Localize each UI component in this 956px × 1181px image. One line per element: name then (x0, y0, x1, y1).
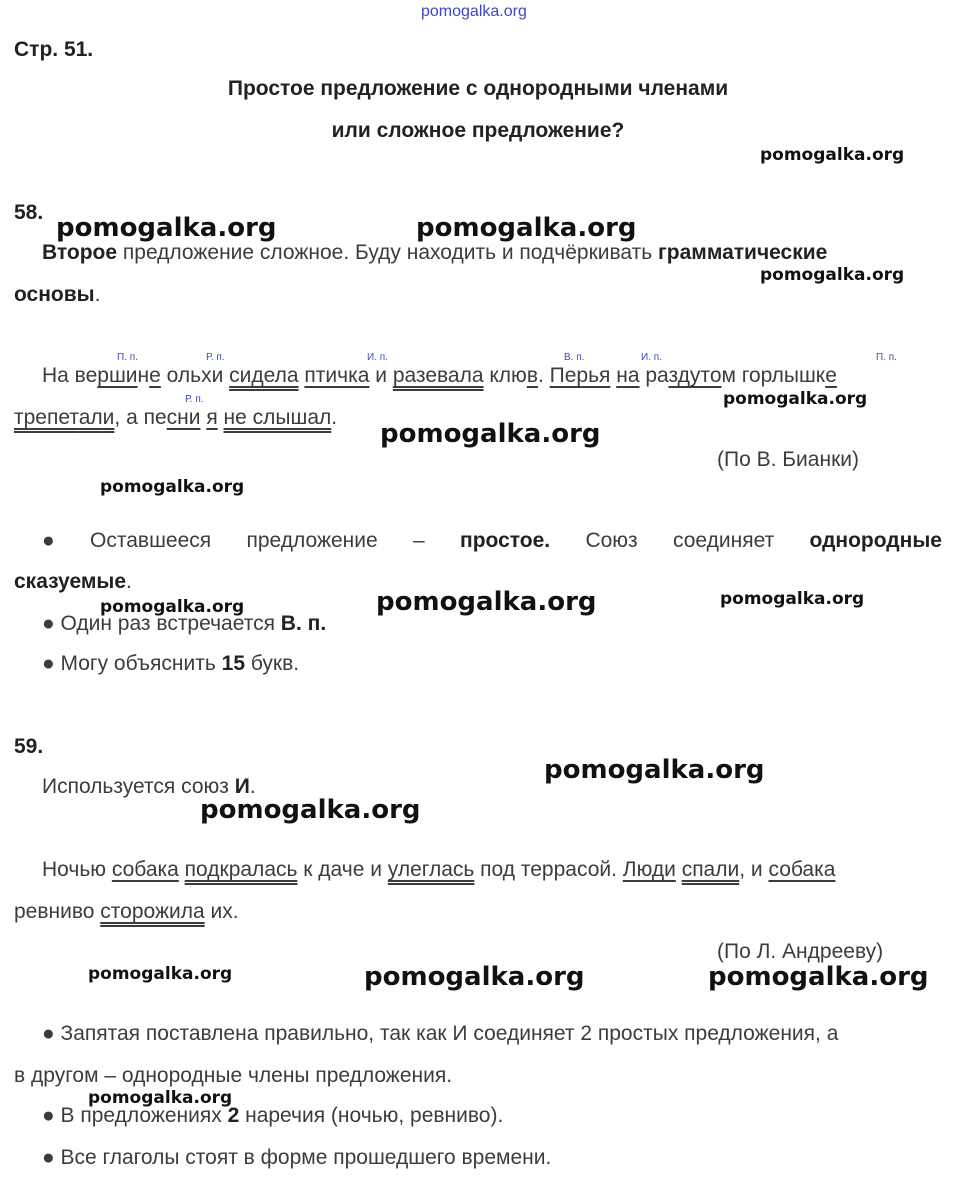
watermark: pomogalka.org (760, 265, 905, 285)
top-watermark: pomogalka.org (421, 3, 527, 20)
case-mark: В. п. (564, 352, 585, 363)
predicate: и (102, 406, 115, 429)
text: ● В предложениях (42, 1104, 228, 1127)
underlined-ending: е (825, 364, 837, 387)
subject: птичка (304, 364, 370, 387)
case-mark: П. п. (117, 352, 138, 363)
watermark: pomogalka.org (100, 477, 245, 497)
predicate: ал (78, 406, 103, 429)
predicate: разевала (392, 364, 484, 387)
predicate: не слыша (223, 406, 320, 429)
word-bold: сказуемые (14, 570, 126, 593)
word-bold: В. п. (280, 612, 327, 635)
watermark: pomogalka.org (364, 962, 585, 992)
text: ольхи (160, 364, 230, 387)
watermark: pomogalka.org (200, 795, 421, 825)
intro-bold-word: Второе (42, 241, 118, 264)
word-bold: И (234, 775, 250, 798)
ex58-sentence-line-2 (14, 406, 337, 430)
predicate: сидела (229, 364, 299, 387)
case-mark: П. п. (876, 352, 897, 363)
word: Оставшееся (90, 529, 212, 552)
text: к даче и (297, 858, 388, 881)
watermark: pomogalka.org (416, 213, 637, 243)
text: . (331, 406, 338, 429)
underlined-part: здут (668, 364, 710, 387)
ex58-bullet-1-line-1 (42, 530, 942, 551)
word-bold: 15 (221, 652, 246, 675)
ex59-sentence-line-1 (42, 858, 835, 882)
text: ● Могу объяснить (42, 652, 222, 675)
intro-end: . (94, 283, 101, 306)
predicate: сторожила (100, 900, 205, 923)
text: , и (739, 858, 769, 881)
case-mark: И. п. (367, 352, 388, 363)
subject: я (206, 406, 218, 429)
predicate: подкралась (184, 858, 298, 881)
predicate: тре (14, 406, 47, 429)
ex59-bullet-1-line-2: в другом – однородные члены предложения. (14, 1064, 453, 1087)
text: под террасой. (474, 858, 623, 881)
text: ● Один раз встречается (42, 612, 281, 635)
word: Союз (585, 529, 638, 552)
page-reference: Стр. 51. (14, 38, 94, 61)
underlined-part: на (616, 364, 640, 387)
subject: собака (111, 858, 179, 881)
text: букв. (245, 652, 300, 675)
case-mark: Р. п. (206, 352, 225, 363)
subject: собака (768, 858, 836, 881)
case-mark: И. п. (641, 352, 662, 363)
text: ревниво (14, 900, 101, 923)
underlined-ending: е (149, 364, 161, 387)
text: и (369, 364, 393, 387)
intro-text: предложение сложное. Буду находить и подчёркивать (117, 241, 659, 264)
word: – (413, 529, 425, 552)
title-line-2: или сложное предложение? (331, 119, 625, 142)
ex59-sentence-line-2 (14, 900, 239, 924)
ex59-bullet-1-line-1: ● Запятая поставлена правильно, так как И соединяет 2 простых предложения, а (42, 1022, 839, 1045)
watermark: pomogalka.org (88, 964, 233, 984)
exercise-58-intro-line-2 (14, 284, 100, 305)
ex58-bullet-1-line-2 (14, 571, 132, 592)
ex59-source: (По Л. Андрееву) (717, 940, 884, 963)
watermark: pomogalka.org (380, 419, 601, 449)
intro-bold-word-3: основы (14, 283, 95, 306)
ex58-source: (По В. Бианки) (717, 448, 859, 471)
ex58-sentence-line-1 (42, 364, 837, 388)
text: клю (483, 364, 527, 387)
ex59-line-1 (42, 776, 256, 797)
subject: Люди (622, 858, 676, 881)
watermark: pomogalka.org (56, 213, 277, 243)
watermark: pomogalka.org (100, 597, 245, 617)
ex58-bullet-3 (42, 653, 299, 674)
intro-bold-word-2: грамматические (658, 241, 828, 264)
watermark: pomogalka.org (376, 587, 597, 617)
word-bold: однородные (809, 529, 942, 552)
ex59-bullet-3: ● Все глаголы стоят в форме прошедшего времени. (42, 1146, 552, 1169)
text: ра (639, 364, 669, 387)
watermark: pomogalka.org (720, 589, 865, 609)
underlined-part: рши (97, 364, 138, 387)
text: , а пе (114, 406, 167, 429)
case-mark: Р. п. (185, 394, 204, 405)
ex59-bullet-2 (42, 1105, 503, 1126)
predicate: спали (681, 858, 740, 881)
watermark: pomogalka.org (760, 145, 905, 165)
text: . (537, 364, 550, 387)
predicate: пет (46, 406, 79, 429)
predicate: улеглась (387, 858, 475, 881)
text: . (249, 775, 256, 798)
underlined-ending: в (526, 364, 538, 387)
underlined-ending: о (709, 364, 722, 387)
text: н (137, 364, 150, 387)
predicate: л (319, 406, 332, 429)
underlined-part: сни (166, 406, 201, 429)
text: Ночью (42, 858, 112, 881)
word: предложение (246, 529, 378, 552)
text: м (721, 364, 736, 387)
text: их. (204, 900, 239, 923)
watermark: pomogalka.org (708, 962, 929, 992)
text: Используется союз (42, 775, 235, 798)
exercise-58-number: 58. (14, 201, 44, 224)
text: . (126, 570, 132, 593)
subject: Перья (549, 364, 611, 387)
exercise-58-intro (42, 242, 827, 263)
word-bold: простое. (460, 529, 551, 552)
title-line-1: Простое предложение с однородными членами (227, 77, 729, 100)
watermark: pomogalka.org (723, 389, 868, 409)
watermark: pomogalka.org (544, 755, 765, 785)
text: наречия (ночью, ревниво). (239, 1104, 504, 1127)
bullet-icon: ● (42, 529, 55, 552)
exercise-59-number: 59. (14, 735, 44, 758)
watermark: pomogalka.org (88, 1088, 233, 1108)
word-bold: 2 (227, 1104, 240, 1127)
ex58-bullet-2 (42, 613, 326, 634)
word: соединяет (673, 529, 775, 552)
text: горлышк (735, 364, 826, 387)
text: На ве (42, 364, 98, 387)
